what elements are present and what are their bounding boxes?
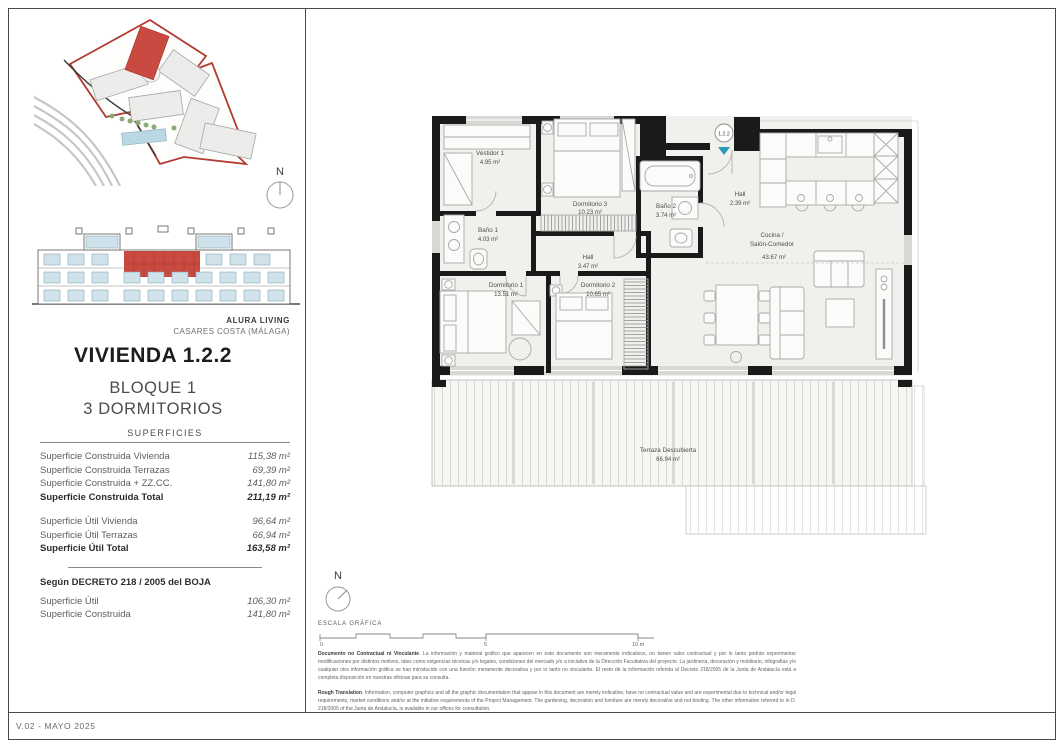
terrace-lower-extension <box>686 486 926 534</box>
table-row: Superficie Construida + ZZ.CC. 141,80 m² <box>40 478 290 489</box>
scale-tick-5: 5 <box>484 642 488 647</box>
room-label-hall2: Hall <box>734 191 746 198</box>
room-label-hall1: Hall <box>582 254 594 261</box>
table-row: Superficie Útil Vivienda 96,64 m² <box>40 516 290 527</box>
svg-text:43.67 m²: 43.67 m² <box>762 255 786 261</box>
unit-title: VIVIENDA 1.2.2 <box>74 344 232 367</box>
north-letter: N <box>334 570 342 582</box>
block-label: BLOQUE 1 <box>109 379 197 397</box>
svg-text:10.23 m²: 10.23 m² <box>578 210 602 216</box>
decree-heading: Según DECRETO 218 / 2005 del BOJA <box>40 576 211 588</box>
room-label-terraza: Terraza Descubierta <box>639 447 697 454</box>
version-label: V.02 - MAYO 2025 <box>16 721 96 731</box>
room-label-cocina: Cocina / <box>760 232 784 239</box>
typology-label: 3 DORMITORIOS <box>83 400 223 418</box>
svg-text:3.47 m²: 3.47 m² <box>577 264 599 270</box>
table-row: Superficie Construida Terrazas 69,39 m² <box>40 464 290 476</box>
scale-bar <box>318 629 656 647</box>
table-row: Superficie Construida Vivienda 115,38 m² <box>40 451 290 462</box>
room-label-bano1: Baño 1 <box>478 227 498 234</box>
svg-text:13.51 m²: 13.51 m² <box>494 292 518 298</box>
room-label-bano2: Baño 2 <box>656 203 676 210</box>
svg-text:66.94 m²: 66.94 m² <box>656 457 680 463</box>
elevation-drawing <box>28 224 304 312</box>
brand-name: ALURA LIVING <box>226 316 290 325</box>
scale-tick-0: 0 <box>320 642 324 647</box>
svg-text:3.74 m²: 3.74 m² <box>655 213 677 219</box>
surfaces-table <box>40 428 290 622</box>
surfaces-heading: SUPERFICIES <box>40 428 290 443</box>
room-label-dormitorio1: Dormitorio 1 <box>488 282 524 289</box>
room-label-dormitorio3: Dormitorio 3 <box>572 201 608 208</box>
disclaimer-en: Rough Translation. Information, computer graphics and all the graphic documentation that appear in this document are merely indicative, have no contractual value and are experimental due to technical and/or legal requirements, market conditions and/or at the initiative requirements of the Project Management. The gardening, decoration and furniture are merely decorative and not binding. The other information referred to in D. 218/2005 of the Junta de Andalucía, is available in our offices for consultation. <box>318 690 797 712</box>
table-row: Superficie Útil Terrazas 66,94 m² <box>40 529 290 541</box>
room-label-vestidor: Vestidor 1 <box>475 150 505 157</box>
svg-text:2.39 m²: 2.39 m² <box>729 201 751 207</box>
scale-tick-10: 10 m <box>632 642 645 647</box>
svg-text:4.03 m²: 4.03 m² <box>477 237 499 243</box>
table-row: Superficie Construida 141,80 m² <box>40 609 290 620</box>
legal-disclaimer <box>318 650 796 720</box>
north-icon <box>316 566 360 618</box>
disclaimer-es: Documento no Contractual ni Vinculante. La información y material gráfico que aparecen en este documento son meramente indicativos, no tienen valor contractual y por lo tanto podrán experimentar modificaciones por distintos motivos, tales como exigencias técnicas y/o legales, condiciones del mercado y/o a iniciativa de la Dirección Facultativa del proyecto. La jardinería, decoración y mobiliario, infografías y/o cualquier otra información gráfica se han introducido con una función meramente decorativa y por lo tanto no vinculante. El resto de la información referida al Decreto 218/2005 de la Junta de Andalucía está a completa disposición en nuestras oficinas para su consulta. <box>318 651 796 681</box>
north-icon <box>258 162 302 214</box>
room-label-dormitorio2: Dormitorio 2 <box>580 282 616 289</box>
brand-location: CASARES COSTA (MÁLAGA) <box>173 327 290 336</box>
svg-text:10.65 m²: 10.65 m² <box>586 292 610 298</box>
scale-label: ESCALA GRÁFICA <box>318 621 383 627</box>
svg-text:Salón-Comedor: Salón-Comedor <box>749 241 795 248</box>
table-row-total: Superficie Construida Total 211,19 m² <box>40 491 290 503</box>
unit-marker-label: 1.2.2 <box>718 131 730 138</box>
decree-divider <box>68 567 262 568</box>
floor-plan <box>418 103 930 551</box>
table-row: Superficie Útil 106,30 m² <box>40 595 290 607</box>
table-row-total: Superficie Útil Total 163,58 m² <box>40 543 290 554</box>
north-letter: N <box>276 166 284 178</box>
svg-text:4.95 m²: 4.95 m² <box>479 160 501 166</box>
unit-subtitle <box>0 378 306 420</box>
site-plan <box>34 16 278 186</box>
